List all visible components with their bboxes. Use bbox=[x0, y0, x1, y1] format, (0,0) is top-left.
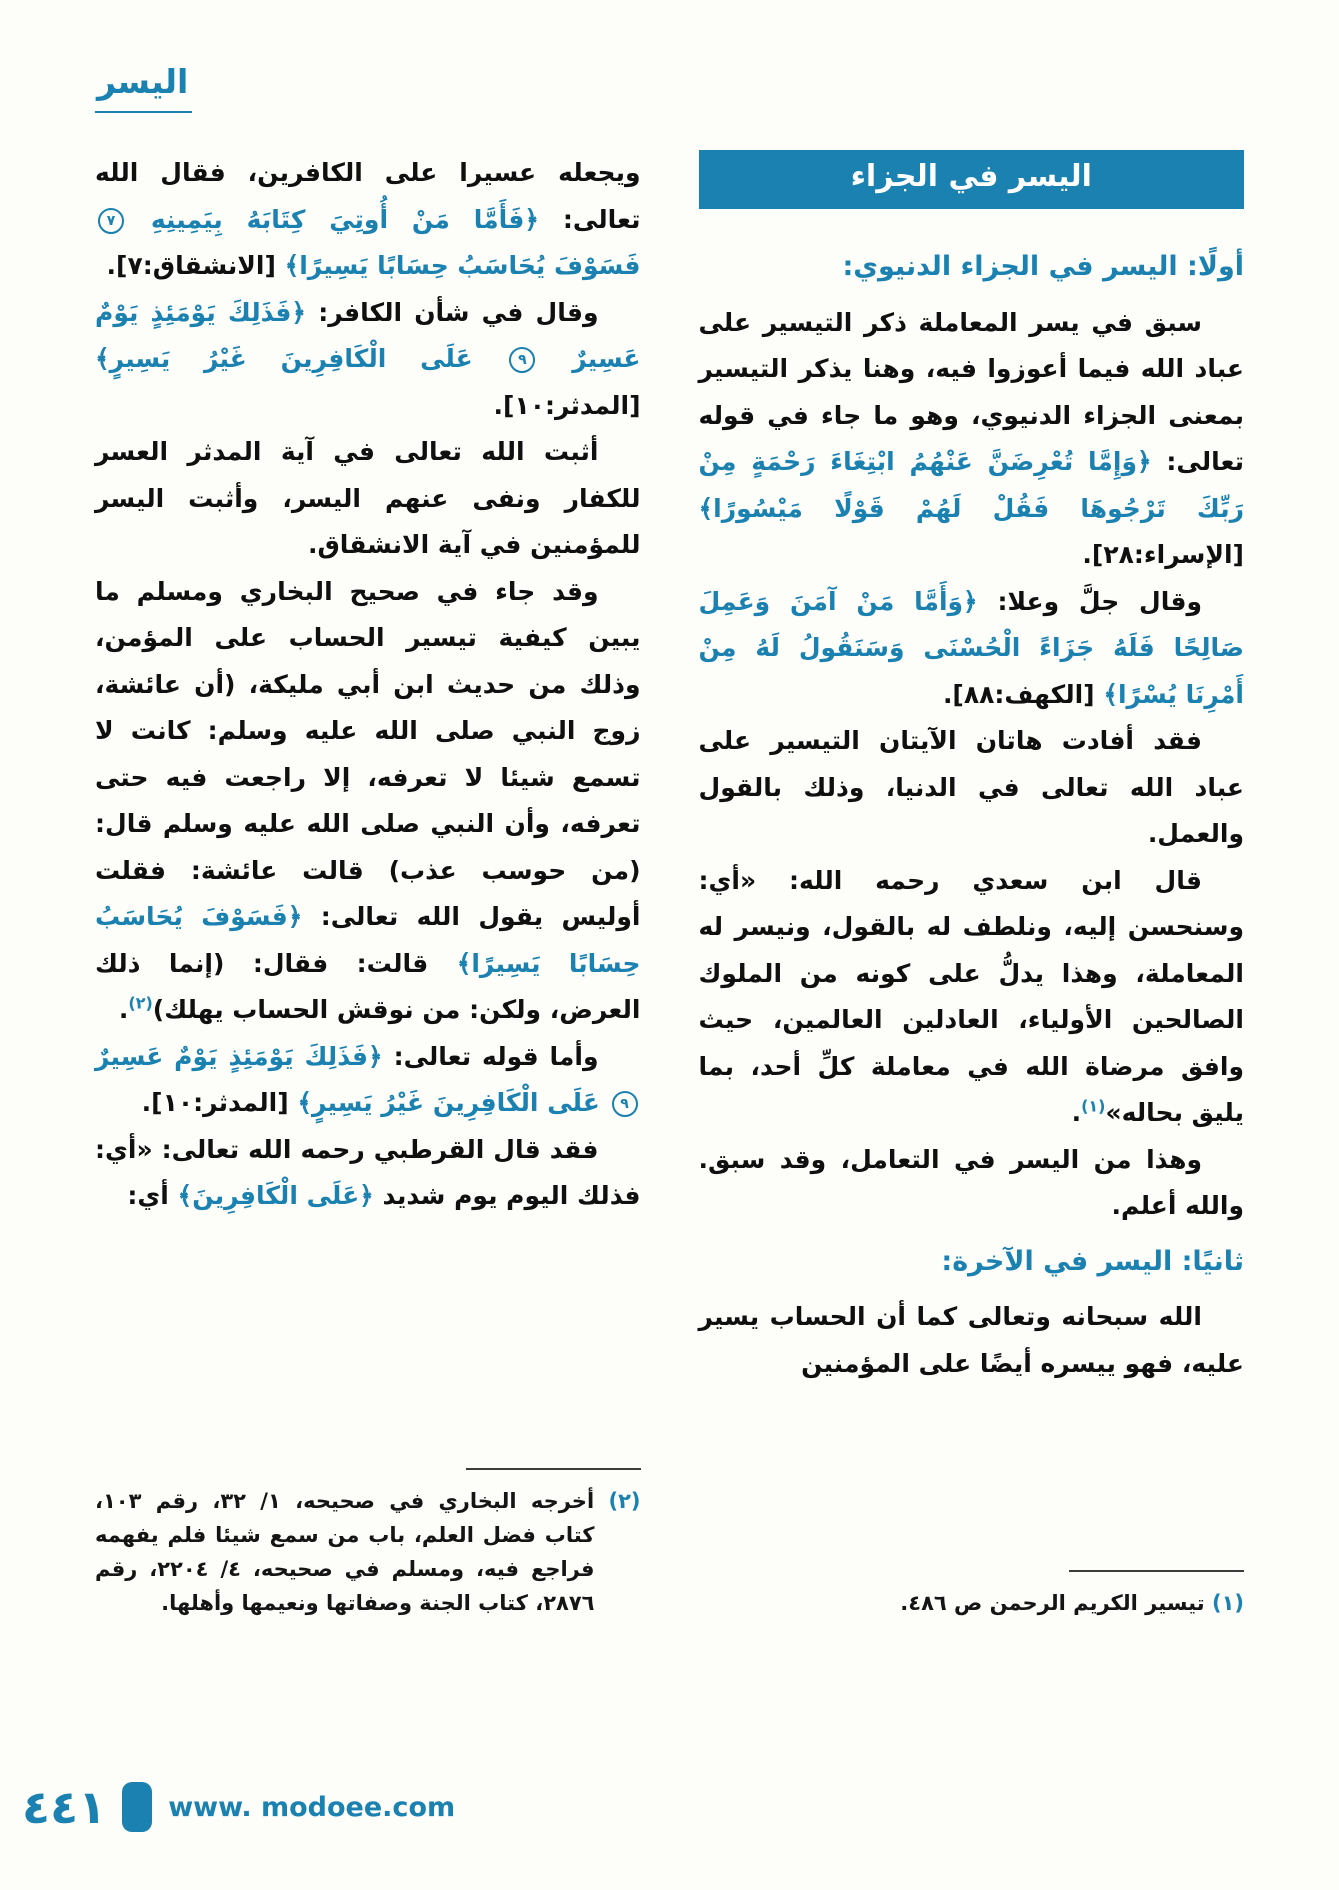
footnote bbox=[95, 1484, 641, 1620]
paragraph bbox=[699, 1294, 1245, 1387]
quran-verse: عَلَى الْكَافِرِينَ غَيْرُ يَسِيرٍ﴾ bbox=[95, 344, 507, 373]
section-banner-title: اليسر في الجزاء bbox=[850, 159, 1092, 194]
paragraph bbox=[95, 429, 641, 569]
quran-verse: ﴿وَأَمَّا مَنْ آمَنَ وَعَمِلَ صَالِحًا فَلَهُ جَزَاءً الْحُسْنَى وَسَنَقُولُ لَهُ مِنْ أَمْرِنَا يُسْرًا﴾ bbox=[698, 586, 1244, 709]
text-run: وقال في شأن الكافر: bbox=[306, 297, 599, 327]
ayah-number-mark: ٩ bbox=[612, 1091, 638, 1117]
text-run: قالت: فقال: (إنما ذلك العرض، ولكن: من نوقش الحساب يهلك) bbox=[95, 948, 641, 1024]
quran-verse: ﴿وَإِمَّا تُعْرِضَنَّ عَنْهُمُ ابْتِغَاءَ رَحْمَةٍ مِنْ رَبِّكَ تَرْجُوهَا فَقُلْ لَهُمْ قَوْلًا مَيْسُورًا﴾ bbox=[698, 447, 1244, 523]
paragraph bbox=[95, 1034, 641, 1127]
quran-verse: عَلَى الْكَافِرِينَ غَيْرُ يَسِيرٍ﴾ bbox=[297, 1088, 609, 1117]
quran-verse: ﴿فَأَمَّا مَنْ أُوتِيَ كِتَابَهُ بِيَمِينِهِ bbox=[127, 204, 540, 234]
text-run: أثبت الله تعالى في آية المدثر العسر للكفار ونفى عنهم اليسر، وأثبت اليسر للمؤمنين في آية الانشقاق. bbox=[95, 437, 641, 559]
paragraph bbox=[95, 569, 641, 1034]
text-run: وقد جاء في صحيح البخاري ومسلم ما يبين كيفية تيسير الحساب على المؤمن، وذلك من حديث ابن أبي مليكة، (أن عائشة، زوج النبي صلى الله عليه وسلم: كانت لا تسمع شيئا لا تعرفه، إلا راجعت فيه حتى تعرفه، وأن النبي صلى الله عليه وسلم قال: (من حوسب عذب) قالت عائشة: فقلت أوليس يقول الله تعالى: bbox=[95, 576, 641, 931]
paragraph bbox=[699, 718, 1245, 858]
section-banner bbox=[699, 150, 1245, 209]
text-run: قال ابن سعدي رحمه الله: «أي: وسنحسن إليه، ونلطف له بالقول، ونيسر له المعاملة، وهذا يدلُّ على كونه من الملوك الصالحين الأولياء، العادلين العالمين، حيث وافق مرضاة الله في معاملة كلِّ أحد، بما يليق بحاله» bbox=[698, 865, 1244, 1128]
text-run: . bbox=[118, 995, 129, 1024]
subsection-heading bbox=[699, 1238, 1245, 1287]
text-run: ويجعله عسيرا على الكافرين، فقال الله تعالى: bbox=[95, 158, 641, 234]
ayah-number-mark: ٩ bbox=[509, 347, 535, 373]
paragraph bbox=[699, 858, 1245, 1137]
text-run: [الكهف:٨٨]. bbox=[942, 679, 1104, 709]
paragraph bbox=[699, 579, 1245, 719]
page-header bbox=[95, 62, 1244, 132]
text-run: ثانيًا: اليسر في الآخرة: bbox=[941, 1245, 1244, 1277]
text-run: فقد قال القرطبي رحمه الله تعالى: «أي: فذلك اليوم يوم شديد bbox=[95, 1134, 641, 1210]
text-run: [الانشقاق:٧]. bbox=[106, 251, 285, 280]
quran-verse: ﴿فَذَلِكَ يَوْمَئِذٍ يَوْمٌ عَسِيرٌ bbox=[95, 297, 641, 373]
page-content bbox=[95, 150, 1244, 1620]
page-footer bbox=[22, 1782, 455, 1832]
paragraph bbox=[699, 1137, 1245, 1230]
footnote-marker: (٢) bbox=[608, 1488, 641, 1513]
text-run: سبق في يسر المعاملة ذكر التيسير على عباد الله فيما أعوزوا فيه، وهنا يذكر التيسير بمعنى الجزاء الدنيوي، وهو ما جاء في قوله تعالى: bbox=[698, 307, 1244, 477]
left-column-footnotes bbox=[95, 1458, 641, 1620]
text-run: الله سبحانه وتعالى كما أن الحساب يسير عليه، فهو ييسره أيضًا على المؤمنين bbox=[698, 1302, 1244, 1378]
quran-verse: ﴿فَذَلِكَ يَوْمَئِذٍ يَوْمٌ عَسِيرٌ bbox=[95, 1041, 383, 1071]
text-run: [المدثر:١٠]. bbox=[141, 1088, 298, 1117]
chapter-running-title: اليسر bbox=[95, 62, 192, 113]
text-run: وهذا من اليسر في التعامل، وقد سبق. والله أعلم. bbox=[698, 1144, 1244, 1221]
footnote-text: أخرجه البخاري في صحيحه، ١/ ٣٢، رقم ١٠٣، كتاب فضل العلم، باب من سمع شيئا فلم يفهمه فراجع فيه، ومسلم في صحيحه، ٤/ ٢٢٠٤، رقم ٢٨٧٦، كتاب الجنة وصفاتها ونعيمها وأهلها. bbox=[95, 1488, 609, 1615]
quran-verse: فَسَوْفَ يُحَاسَبُ حِسَابًا يَسِيرًا﴾ bbox=[284, 251, 641, 280]
footer-bar-decoration bbox=[122, 1782, 152, 1832]
column-right bbox=[699, 150, 1245, 1620]
text-run: [الإسراء:٢٨]. bbox=[1082, 540, 1244, 570]
quran-verse: ﴿عَلَى الْكَافِرِينَ﴾ bbox=[177, 1181, 374, 1210]
text-run: فقد أفادت هاتان الآيتان التيسير على عباد الله تعالى في الدنيا، وذلك بالقول والعمل. bbox=[698, 726, 1244, 849]
ayah-number-mark: ٧ bbox=[98, 208, 124, 234]
text-run: أي: bbox=[127, 1181, 178, 1210]
paragraph bbox=[95, 1127, 641, 1220]
right-column-footnotes bbox=[699, 1560, 1245, 1620]
text-run: [المدثر:١٠]. bbox=[493, 390, 641, 420]
column-left bbox=[95, 150, 641, 1620]
footnote-ref: (٢) bbox=[128, 993, 153, 1013]
text-run: وأما قوله تعالى: bbox=[382, 1041, 599, 1071]
footnote-marker: (١) bbox=[1211, 1590, 1244, 1615]
paragraph bbox=[699, 300, 1245, 579]
paragraph bbox=[95, 290, 641, 430]
right-column-text bbox=[699, 235, 1245, 1387]
footnote-ref: (١) bbox=[1081, 1096, 1106, 1116]
left-column-text bbox=[95, 150, 641, 1220]
footnote bbox=[699, 1586, 1245, 1620]
website-url: www. modoee.com bbox=[168, 1791, 456, 1823]
text-run: أولًا: اليسر في الجزاء الدنيوي: bbox=[842, 251, 1244, 282]
text-run: وقال جلَّ وعلا: bbox=[977, 586, 1203, 616]
text-run: . bbox=[1071, 1098, 1082, 1128]
subsection-heading bbox=[699, 243, 1245, 292]
page-number: ٤٤١ bbox=[22, 1780, 107, 1834]
quran-verse: ﴿فَسَوْفَ يُحَاسَبُ حِسَابًا يَسِيرًا﴾ bbox=[95, 902, 641, 978]
footnote-text: تيسير الكريم الرحمن ص ٤٨٦. bbox=[900, 1590, 1212, 1615]
paragraph bbox=[95, 150, 641, 290]
